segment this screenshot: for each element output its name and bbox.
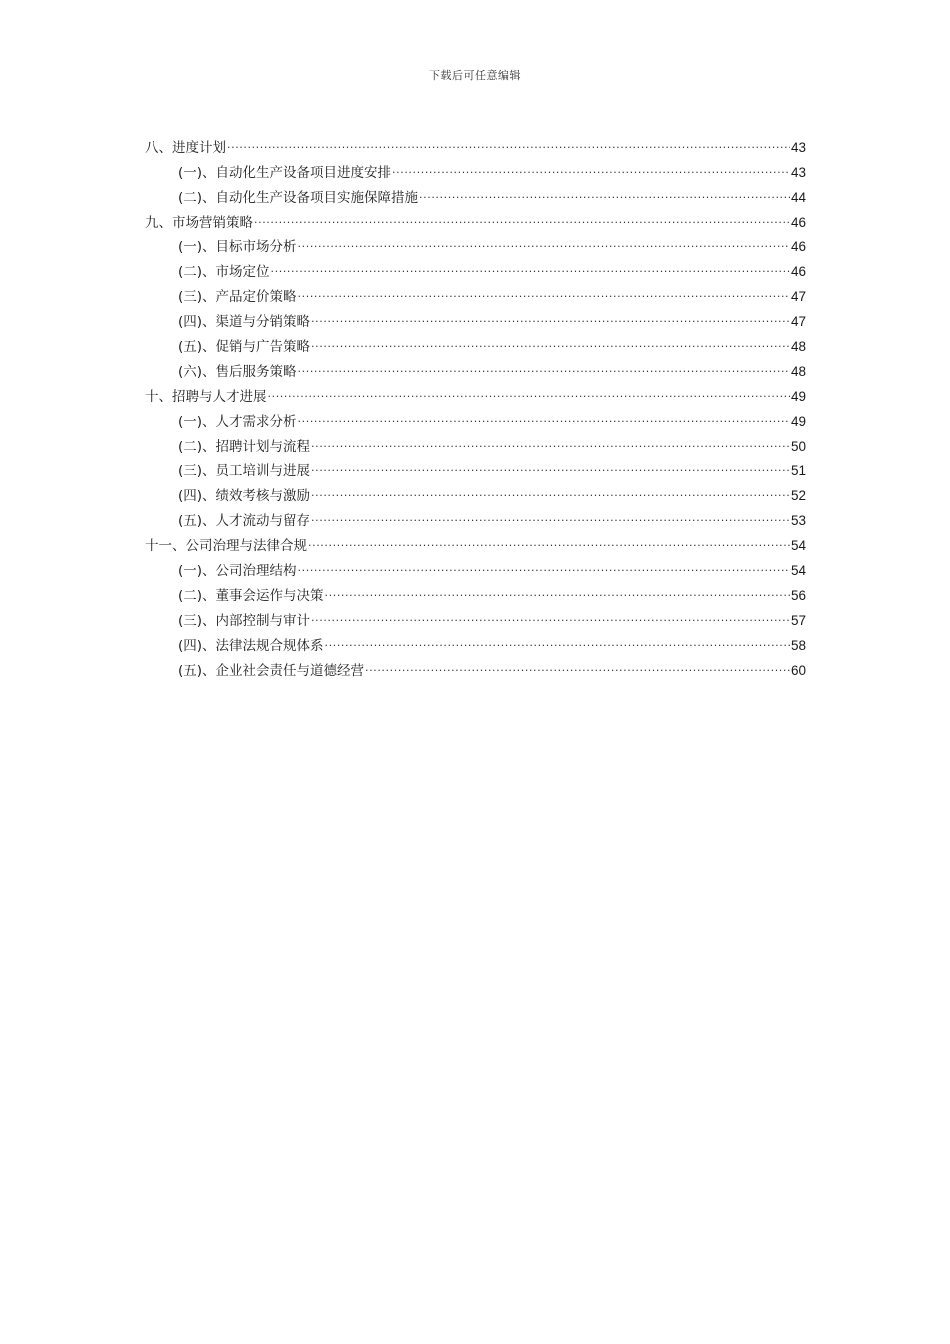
toc-dot-leader <box>227 127 790 152</box>
toc-section-entry[interactable] <box>145 152 806 181</box>
toc-entry-title: (四)、绩效考核与激励 <box>178 488 311 505</box>
toc-entry-title: (一)、自动化生产设备项目进度安排 <box>178 164 392 181</box>
toc-page-number: 43 <box>790 139 806 155</box>
toc-dot-leader <box>365 650 790 675</box>
toc-entry-title: (二)、市场定位 <box>178 264 270 281</box>
toc-page-number: 60 <box>790 662 806 678</box>
toc-dot-leader <box>268 376 790 401</box>
toc-page-number: 50 <box>790 438 806 454</box>
toc-entry-title: (三)、员工培训与进展 <box>178 463 311 480</box>
toc-page-number: 52 <box>790 488 806 504</box>
toc-dot-leader <box>311 426 790 451</box>
toc-entry-title: (一)、公司治理结构 <box>178 563 297 580</box>
toc-entry-title: (三)、产品定价策略 <box>178 289 297 306</box>
toc-chapter-entry[interactable] <box>145 127 806 156</box>
toc-entry-title: 九、市场营销策略 <box>145 214 253 231</box>
toc-dot-leader <box>325 575 790 600</box>
toc-dot-leader <box>311 500 790 525</box>
toc-entry-title: (一)、目标市场分析 <box>178 239 297 256</box>
toc-entry-title: (二)、自动化生产设备项目实施保障措施 <box>178 189 419 206</box>
toc-dot-leader <box>271 251 790 276</box>
toc-entry-title: (五)、企业社会责任与道德经营 <box>178 662 365 679</box>
toc-dot-leader <box>298 227 790 252</box>
toc-dot-leader <box>325 625 790 650</box>
table-of-contents <box>145 127 806 679</box>
page-header-note: 下载后可任意编辑 <box>429 69 521 82</box>
toc-dot-leader <box>308 525 790 550</box>
toc-page-number: 48 <box>790 363 806 379</box>
toc-entry-title: 十一、公司治理与法律合规 <box>145 538 307 555</box>
toc-page-number: 57 <box>790 612 806 628</box>
toc-dot-leader <box>311 451 790 476</box>
toc-entry-title: (五)、人才流动与留存 <box>178 513 311 530</box>
toc-dot-leader <box>298 351 790 376</box>
toc-entry-title: (四)、法律法规合规体系 <box>178 637 324 654</box>
toc-entry-title: 八、进度计划 <box>145 139 226 156</box>
toc-page-number: 49 <box>790 388 806 404</box>
toc-entry-title: (二)、董事会运作与决策 <box>178 587 324 604</box>
toc-entry-title: (二)、招聘计划与流程 <box>178 438 311 455</box>
toc-page-number: 53 <box>790 513 806 529</box>
toc-entry-title: (一)、人才需求分析 <box>178 413 297 430</box>
toc-entry-title: 十、招聘与人才进展 <box>145 388 267 405</box>
toc-page-number: 51 <box>790 463 806 479</box>
toc-page-number: 46 <box>790 214 806 230</box>
toc-page-number: 48 <box>790 339 806 355</box>
toc-page-number: 49 <box>790 413 806 429</box>
toc-page-number: 44 <box>790 189 806 205</box>
toc-entry-title: (四)、渠道与分销策略 <box>178 314 311 331</box>
toc-dot-leader <box>298 276 790 301</box>
toc-page-number: 47 <box>790 289 806 305</box>
toc-page-number: 54 <box>790 538 806 554</box>
toc-dot-leader <box>311 600 790 625</box>
toc-page-number: 58 <box>790 637 806 653</box>
toc-dot-leader <box>311 326 790 351</box>
toc-dot-leader <box>392 152 790 177</box>
toc-entry-title: (五)、促销与广告策略 <box>178 339 311 356</box>
toc-dot-leader <box>254 202 790 227</box>
toc-dot-leader <box>311 301 790 326</box>
toc-page-number: 46 <box>790 264 806 280</box>
toc-page-number: 54 <box>790 563 806 579</box>
toc-page-number: 43 <box>790 164 806 180</box>
toc-entry-title: (六)、售后服务策略 <box>178 363 297 380</box>
toc-page-number: 46 <box>790 239 806 255</box>
toc-dot-leader <box>298 550 790 575</box>
toc-page-number: 56 <box>790 587 806 603</box>
toc-dot-leader <box>419 177 790 202</box>
toc-page-number: 47 <box>790 314 806 330</box>
toc-dot-leader <box>311 475 790 500</box>
toc-dot-leader <box>298 401 790 426</box>
toc-entry-title: (三)、内部控制与审计 <box>178 612 311 629</box>
